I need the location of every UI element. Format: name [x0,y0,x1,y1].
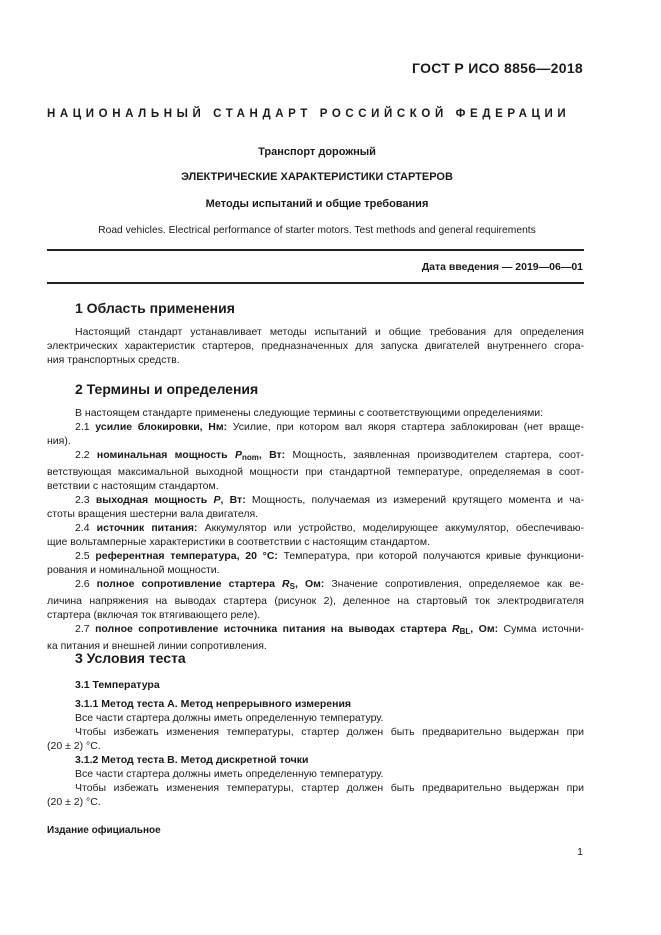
section-3-body: 3.1.1 Метод теста А. Метод непрерывного измерения Все части стартера должны иметь определенную температуру. Чтобы избежать изменения температуры, стартер должен быть предварительно выдержан при (20 ± 2) °С. 3.1.2 Метод теста В. Метод дискретной точки Все части стартера должны иметь определенную температуру. Чтобы избежать изменения температуры, стартер должен быть предварительно выдержан при (20 ± 2) °С. [47,698,584,808]
section-2-intro: В настоящем стандарте применены следующие термины с соответствующими определениями: [75,407,544,419]
section-2-body: В настоящем стандарте применены следующие термины с соответствующими определениями: 2.1 усилие блокировки, Нм: Усилие, при котором вал якоря стартера заблокирован (нет враще- ния). 2.2 номинальная мощность $P_{nom}$, Вт: Мощность, заявленная производителем стартера, соот- ветствующая максимальной выходной мощности при стандартной температуре, определяемая в соот- ветствии с настоящим стандартом. 2.3 выходная мощность P, Вт: Мощность, получаемая из измерений крутящего момента и ча- стоты вращения шестерни вала двигателя. 2.4 источник питания: Аккумулятор или устройство, моделирующее аккумулятор, обеспечиваю- щие вольтамперные характеристики в соответствии с настоящим стандартом. 2.5 референтная температура, 20 °С: Температура, при которой получаются кривые функциони- рования и номинальной мощности. 2.6 полное сопротивление стартера $R_S$, Ом: Значение сопротивления, определяемое как ве- личина напряжения на выводах стартера (рисунок 2), деленное на стартовый ток электродвигателя стартера (включая ток втягивающего реле). 2.7 полное сопротивление источника питания на выводах стартера $R_{BL}$, Ом: Сумма источни- ка питания и внешней линии сопротивления. [47,407,585,652]
title-english: Road vehicles. Electrical performance of starter motors. Test methods and general requirements [98,225,536,236]
title-line-2: ЭЛЕКТРИЧЕСКИЕ ХАРАКТЕРИСТИКИ СТАРТЕРОВ [181,171,453,183]
page-number: 1 [577,846,583,858]
definition-2-2: 2.2 номинальная мощность $P_{nom}$, Вт: Мощность, заявленная производителем стартера, соот- [75,449,584,462]
subsection-3-1-2-heading: 3.1.2 Метод теста В. Метод дискретной точки [75,754,309,766]
official-edition-note: Издание официальное [47,825,161,836]
national-standard-banner: НАЦИОНАЛЬНЫЙ СТАНДАРТ РОССИЙСКОЙ ФЕДЕРАЦИИ [47,108,571,120]
definition-2-7: 2.7 полное сопротивление источника питания на выводах стартера $R_{BL}$, Ом: Сумма источни- [75,623,585,636]
title-line-1: Транспорт дорожный [258,146,376,158]
definition-2-6: 2.6 полное сопротивление стартера $R_S$, Ом: Значение сопротивления, определяемое как ве- [75,578,585,591]
date-divider [47,282,584,284]
title-divider [47,249,584,251]
section-1-heading: 1 Область применения [75,300,235,316]
standard-code: ГОСТ Р ИСО 8856—2018 [412,60,583,76]
definition-2-1: 2.1 усилие блокировки, Нм: Усилие, при котором вал якоря стартера заблокирован (нет враще- [75,421,585,433]
definition-2-5: 2.5 референтная температура, 20 °С: Температура, при которой получаются кривые функциони- [75,550,584,562]
definition-2-3: 2.3 выходная мощность P, Вт: Мощность, получаемая из измерений крутящего момента и ча- [75,494,585,506]
title-line-3: Методы испытаний и общие требования [205,198,429,210]
subsection-3-1-heading: 3.1 Температура [75,679,160,691]
section-3-heading: 3 Условия теста [75,650,186,666]
section-2-heading: 2 Термины и определения [75,381,259,397]
definition-2-4: 2.4 источник питания: Аккумулятор или устройство, моделирующее аккумулятор, обеспечиваю- [75,522,584,534]
subsection-3-1-1-heading: 3.1.1 Метод теста А. Метод непрерывного измерения [75,698,352,710]
effective-date: Дата введения — 2019—06—01 [421,261,583,273]
section-1-body: Настоящий стандарт устанавливает методы испытаний и общие требования для определения электрических характеристик стартеров, предназначенных для запуска двигателей внутреннего сгора- ния транспортных средств. [47,326,584,366]
